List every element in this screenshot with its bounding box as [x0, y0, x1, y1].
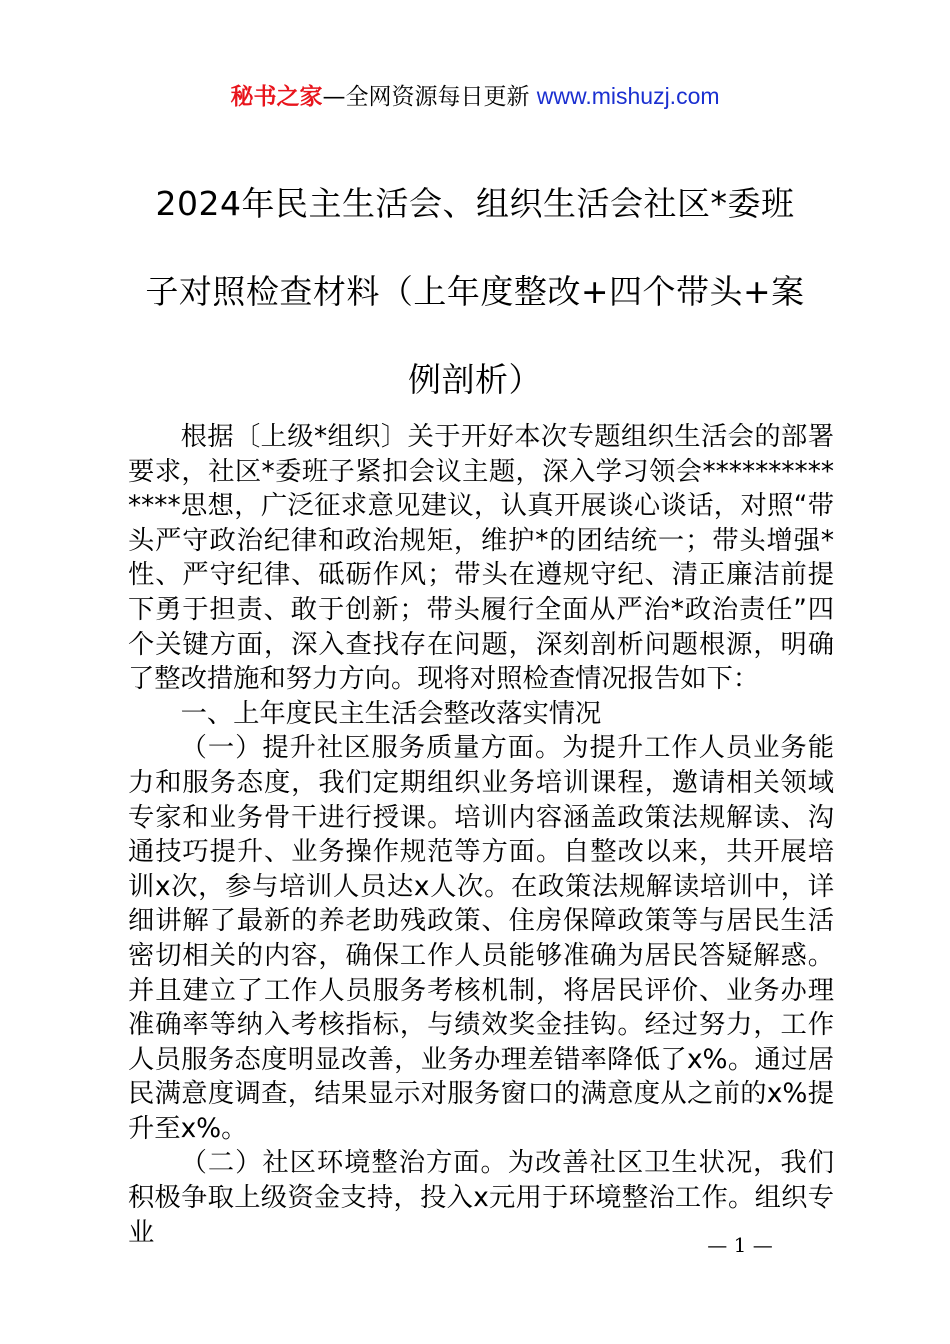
- intro-paragraph: 根据〔上级*组织〕关于开好本次专题组织生活会的部署要求，社区*委班子紧扣会议主题，深入学习领会**************思想，广泛征求意见建议，认真开展谈心谈话，对照“带头严守政治纪律和政治规矩，维护*的团结统一；带头增强*性、严守纪律、砥砺作风；带头在遵规守纪、清正廉洁前提下勇于担责、敢于创新；带头履行全面从严治*政治责任”四个关键方面，深入查找存在问题，深刻剖析问题根源，明确了整改措施和努力方向。现将对照检查情况报告如下：: [128, 422, 834, 695]
- body-paragraph: （一）提升社区服务质量方面。为提升工作人员业务能力和服务态度，我们定期组织业务培训课程，邀请相关领域专家和业务骨干进行授课。培训内容涵盖政策法规解读、沟通技巧提升、业务操作规范等方面。自整改以来，共开展培训x次，参与培训人员达x人次。在政策法规解读培训中，详细讲解了最新的养老助残政策、住房保障政策等与居民生活密切相关的内容，确保工作人员能够准确为居民答疑解惑。并且建立了工作人员服务考核机制，将居民评价、业务办理准确率等纳入考核指标，与绩效奖金挂钩。经过努力，工作人员服务态度明显改善，业务办理差错率降低了x%。通过居民满意度调查，结果显示对服务窗口的满意度从之前的x%提升至x%。: [128, 733, 834, 1144]
- header-url[interactable]: www.mishuzj.com: [536, 83, 720, 109]
- brand-name: 秘书之家: [230, 84, 323, 110]
- header-tagline: —全网资源每日更新: [322, 84, 537, 110]
- document-body: [128, 420, 834, 1250]
- body-paragraph: （二）社区环境整治方面。为改善社区卫生状况，我们积极争取上级资金支持，投入x元用于环境整治工作。组织专业: [128, 1148, 834, 1248]
- title-line: 例剖析）: [408, 360, 542, 399]
- title-line: 子对照检查材料（上年度整改+四个带头+案: [145, 272, 805, 311]
- title-line: 2024年民主生活会、组织生活会社区*委班: [155, 184, 795, 223]
- page-number: — 1 —: [707, 1233, 773, 1257]
- section-heading: 一、上年度民主生活会整改落实情况: [180, 698, 602, 729]
- document-title: [120, 160, 830, 424]
- site-header: [0, 80, 950, 113]
